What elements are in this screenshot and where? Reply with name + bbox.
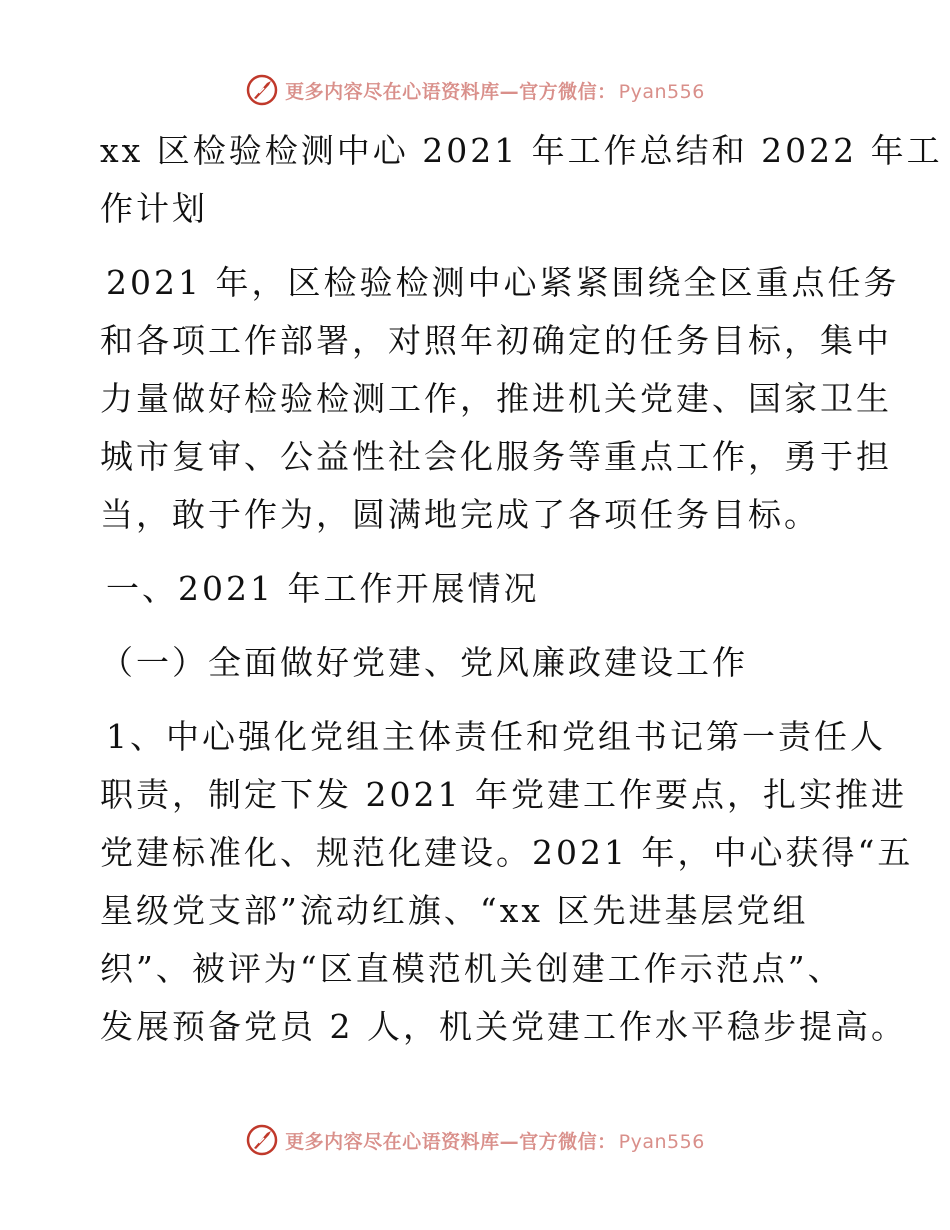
watermark-text: 更多内容尽在心语资料库—官方微信： Pyan556 — [285, 80, 705, 103]
quill-logo-icon — [245, 1123, 279, 1157]
watermark-text: 更多内容尽在心语资料库—官方微信： Pyan556 — [285, 1130, 705, 1153]
header-watermark — [0, 70, 950, 110]
subsection-heading: （一）全面做好党建、党风廉政建设工作 — [100, 643, 748, 682]
intro-paragraph-line: 和各项工作部署，对照年初确定的任务目标，集中 — [100, 321, 892, 360]
document-title-line-2: 作计划 — [100, 189, 208, 228]
item-paragraph-line: 织”、被评为“区直模范机关创建工作示范点”、 — [100, 949, 844, 988]
intro-paragraph-line: 2021 年，区检验检测中心紧紧围绕全区重点任务 — [106, 263, 900, 302]
document-title-line-1: xx 区检验检测中心 2021 年工作总结和 2022 年工 — [100, 131, 943, 170]
intro-paragraph-line: 当，敢于作为，圆满地完成了各项任务目标。 — [100, 495, 820, 534]
item-paragraph-line: 职责，制定下发 2021 年党建工作要点，扎实推进 — [100, 775, 907, 814]
item-paragraph-line: 党建标准化、规范化建设。2021 年，中心获得“五 — [100, 833, 914, 872]
intro-paragraph-line: 力量做好检验检测工作，推进机关党建、国家卫生 — [100, 379, 892, 418]
item-paragraph-line: 发展预备党员 2 人，机关党建工作水平稳步提高。 — [100, 1007, 907, 1046]
quill-logo-icon — [245, 73, 279, 107]
footer-watermark — [0, 1120, 950, 1160]
section-heading: 一、2021 年工作开展情况 — [106, 569, 540, 608]
item-paragraph-line: 星级党支部”流动红旗、“xx 区先进基层党组 — [100, 891, 809, 930]
item-paragraph-line: 1、中心强化党组主体责任和党组书记第一责任人 — [106, 717, 886, 756]
document-body — [100, 122, 943, 1056]
intro-paragraph-line: 城市复审、公益性社会化服务等重点工作，勇于担 — [100, 437, 892, 476]
